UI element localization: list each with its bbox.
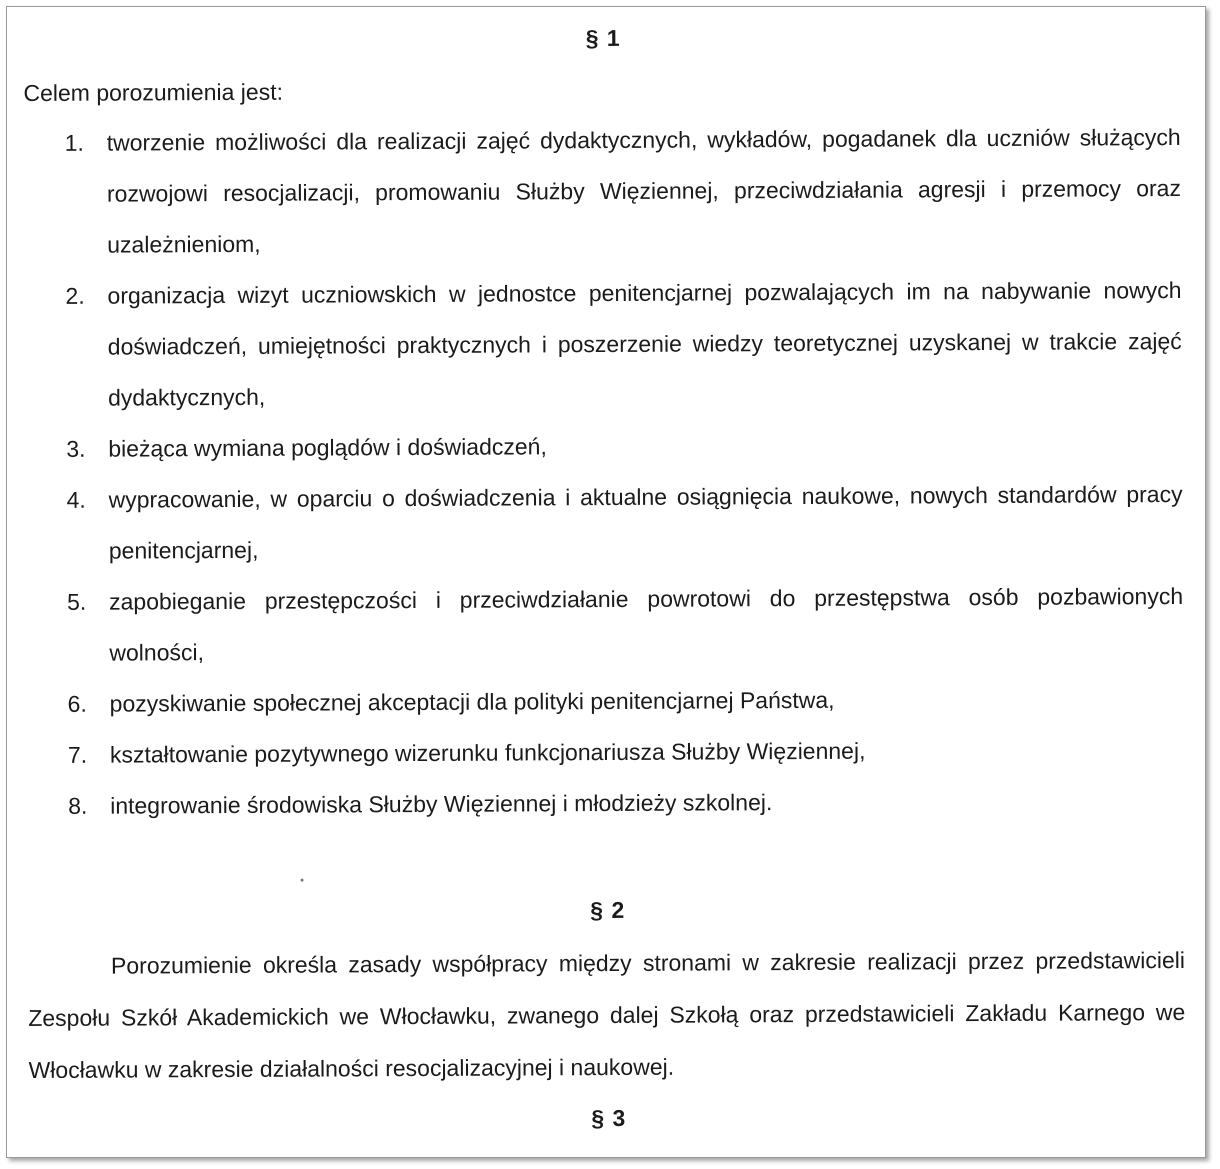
goals-list bbox=[6, 112, 1206, 832]
list-item-number: 3. bbox=[66, 435, 86, 462]
list-item-text: organizacja wizyt uczniowskich w jednostce penitencjarnej pozwalających im na nabywanie nowych doświadczeń, umiejętności praktycznych i poszerzenie wiedzy teoretycznej uzyskanej w trakcie zajęć dydaktycznych, bbox=[107, 276, 1182, 411]
list-item bbox=[6, 469, 1205, 577]
document-body bbox=[6, 6, 1206, 1158]
section-3-heading: § 3 bbox=[591, 1104, 627, 1132]
list-item-text: wypracowanie, w oparciu o doświadczenia i aktualne osiągnięcia naukowe, nowych standardów pracy penitencjarnej, bbox=[108, 480, 1183, 564]
list-item-number: 2. bbox=[65, 282, 85, 309]
list-item-number: 8. bbox=[68, 792, 88, 819]
list-item bbox=[8, 724, 1206, 781]
section-2-heading: § 2 bbox=[590, 896, 626, 924]
section-2-paragraph: Porozumienie określa zasady współpracy między stronami w zakresie realizacji przez przedstawicieli Zespołu Szkół Akademickich we Włocławku, zwanego dalej Szkołą oraz przedstawicieli Zakładu Karnego we Włocławku w zakresie działalności resocjalizacyjnej i naukowej. bbox=[28, 946, 1186, 1084]
list-item bbox=[6, 112, 1203, 271]
scanned-page bbox=[6, 6, 1206, 1158]
list-item bbox=[7, 571, 1206, 679]
list-item-text: integrowanie środowiska Służby Więziennej i młodzieży szkolnej. bbox=[110, 789, 773, 819]
list-item-text: zapobieganie przestępczości i przeciwdziałanie powrotowi do przestępstwa osób pozbawionych wolności, bbox=[109, 582, 1184, 666]
list-item-number: 5. bbox=[67, 588, 87, 615]
list-item-number: 7. bbox=[67, 741, 88, 768]
list-item-text: bieżąca wymiana poglądów i doświadczeń, bbox=[108, 433, 547, 462]
list-item-number: 1. bbox=[64, 129, 84, 156]
list-item-text: kształtowanie pozytywnego wizerunku funkcjonariusza Służby Więziennej, bbox=[109, 737, 866, 768]
section-1-heading: § 1 bbox=[585, 24, 621, 52]
list-item bbox=[8, 775, 1206, 832]
scan-speck bbox=[301, 879, 304, 882]
list-item-text: pozyskiwanie społecznej akceptacji dla polityki penitencjarnej Państwa, bbox=[109, 686, 835, 717]
list-item bbox=[8, 673, 1206, 730]
list-item-number: 6. bbox=[67, 690, 87, 717]
list-item-number: 4. bbox=[66, 486, 86, 513]
list-item-text: tworzenie możliwości dla realizacji zajęć dydaktycznych, wykładów, pogadanek dla uczniów służących rozwojowi resocjalizacji, promowaniu Służby Więziennej, przeciwdziałania agresji i przemocy oraz uzależnieniom, bbox=[106, 123, 1182, 258]
list-item bbox=[6, 418, 1204, 475]
list-item bbox=[6, 265, 1204, 424]
section-1-intro: Celem porozumienia jest: bbox=[23, 78, 284, 107]
